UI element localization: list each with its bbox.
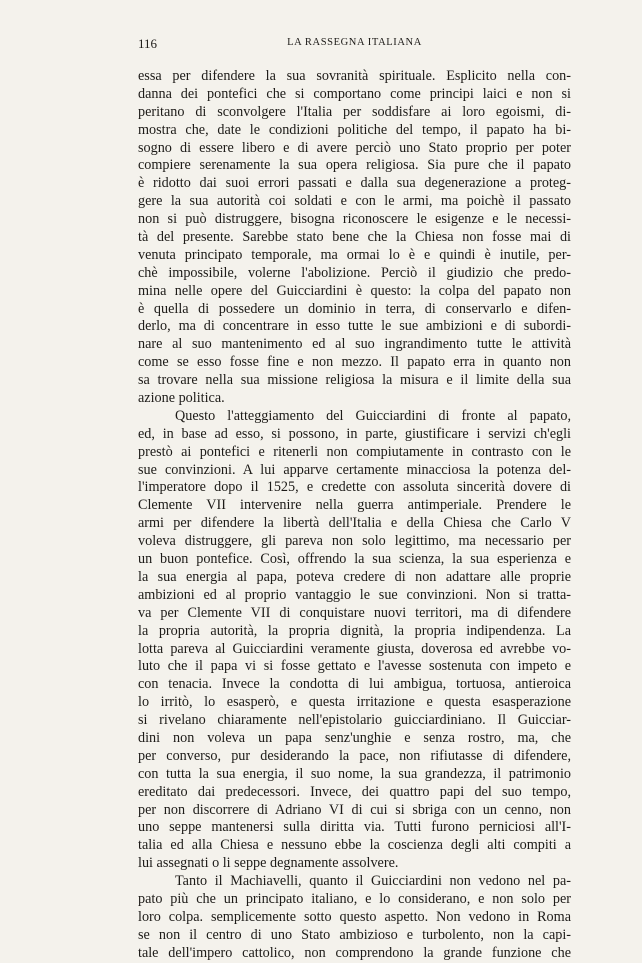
text-line: loro colpa. semplicemente sotto questo aspetto. Non vedono in Roma — [138, 908, 571, 925]
text-line: venuta principato temporale, ma ormai lo è e quindi è inutile, per- — [138, 246, 571, 263]
text-line: sa trovare nella sua missione religiosa la misura e il limite della sua — [138, 372, 571, 389]
text-line: con tenacia. Invece la condotta di lui ambigua, tortuosa, antieroica — [138, 676, 571, 693]
text-line: l'imperatore dopo il 1525, e credette con assoluta sincerità dovere di — [138, 479, 571, 496]
text-line: si rivelano chiaramente nell'epistolario guicciardiniano. Il Guicciar- — [138, 712, 571, 729]
text-line: lo irritò, lo esasperò, e questa irritazione e questa esasperazione — [138, 694, 571, 711]
text-line: va per Clemente VII di conquistare nuovi territori, ma di difendere — [138, 604, 571, 621]
text-line: lui assegnati o li seppe degnamente assolvere. — [138, 855, 399, 872]
text-line: ed, in base ad esso, si possono, in parte, giustificare i servizi ch'egli — [138, 425, 571, 442]
page-header — [138, 36, 571, 52]
page-number: 116 — [138, 36, 158, 51]
text-line: Tanto il Machiavelli, quanto il Guicciardini non vedono nel pa- — [175, 873, 571, 890]
text-line: Questo l'atteggiamento del Guicciardini di fronte al papato, — [175, 407, 571, 424]
text-line: essa per difendere la sua sovranità spirituale. Esplicito nella con- — [138, 68, 571, 84]
text-line: tale dell'impero cattolico, non comprendono la grande funzione che — [138, 944, 571, 961]
text-line: sogno di essere libero e di avere perciò uno Stato proprio per poter — [138, 139, 571, 156]
text-line: derlo, ma di concentrare in esso tutte le sue ambizioni e di subordi- — [138, 318, 571, 335]
text-line: se non il centro di uno Stato ambizioso e turbolento, non la capi- — [138, 926, 571, 943]
text-line: armi per difendere la libertà dell'Italia e della Chiesa che Carlo V — [138, 515, 571, 532]
text-line: per converso, pur desiderando la pace, non rifiutasse di difendere, — [138, 747, 571, 764]
running-title: LA RASSEGNA ITALIANA — [287, 37, 422, 48]
text-line: non si può distruggere, bisogna riconoscere le esigenze e le necessi- — [138, 211, 571, 228]
text-line: gere la sua autorità coi soldati e con le armi, ma poichè il passato — [138, 193, 571, 210]
text-line: voleva distruggere, gli pareva non solo legittimo, ma necessario per — [138, 533, 571, 550]
text-line: luto che il papa vi si fosse gettato e l'avesse sostenuta con impeto e — [138, 658, 571, 675]
text-line: danna dei pontefici che si comportano come principi laici e non si — [138, 85, 571, 102]
text-line: talia ed alla Chiesa e nessuno ebbe la coscienza degli alti compiti a — [138, 837, 571, 854]
text-line: mostra che, date le condizioni politiche del tempo, il papato ha bi- — [138, 121, 571, 138]
text-line: Clemente VII intervenire nella guerra antimperiale. Prendere le — [138, 497, 571, 514]
text-line: ambizioni ed al proprio vantaggio le sue convinzioni. Non si tratta- — [138, 586, 571, 603]
text-line: ereditato dai predecessori. Invece, dei quattro papi del suo tempo, — [138, 783, 571, 800]
text-line: prestò ai pontefici e ritenerli non compiutamente in contrasto con le — [138, 443, 571, 460]
text-line: un buon pontefice. Così, offrendo la sua scienza, la sua esperienza e — [138, 551, 571, 568]
text-line: è ridotto dai suoi errori passati e dalla sua degenerazione a proteg- — [138, 175, 571, 192]
text-line: uno seppe mantenersi sulla diritta via. Tutti furono perniciosi all'I- — [138, 819, 571, 836]
text-line: la sua energia al papa, poteva credere di non adattare alle proprie — [138, 568, 571, 585]
text-line: mina nelle opere del Guicciardini è questo: la colpa del papato non — [138, 282, 571, 299]
text-line: peritano di sconvolgere l'Italia per soddisfare ai loro egoismi, di- — [138, 103, 571, 120]
text-line: sue convinzioni. A lui apparve certamente minacciosa la potenza del- — [138, 461, 571, 478]
text-line: con tutta la sua energia, il suo nome, la sua grandezza, il patrimonio — [138, 765, 571, 782]
text-line: lotta pareva al Guicciardini veramente giusta, doverosa ed avrebbe vo- — [138, 640, 571, 657]
text-line: è quella di possedere un dominio in terra, di conservarlo e difen- — [138, 300, 571, 317]
text-line: dini non voleva un papa senz'unghie e senza rostro, ma, che — [138, 729, 571, 746]
text-line: per non discorrere di Adriano VI di cui si sbriga con un cenno, non — [138, 801, 571, 818]
text-line: chè impossibile, volerne l'abolizione. Perciò il giudizio che predo- — [138, 264, 571, 281]
text-line: nare al suo mantenimento ed al suo ingrandimento tutte le attività — [138, 336, 571, 353]
body-text — [138, 68, 571, 963]
text-line: pato più che un principato italiano, e lo considerano, e non solo per — [138, 890, 571, 907]
text-line: compiere serenamente la sua opera religiosa. Sia pure che il papato — [138, 157, 571, 174]
text-line: la propria autorità, la propria dignità, la propria indipendenza. La — [138, 622, 571, 639]
text-line: azione politica. — [138, 390, 225, 407]
text-line: come se esso fosse fine e non mezzo. Il papato erra in quanto non — [138, 354, 571, 371]
text-line: tà del presente. Sarebbe stato bene che la Chiesa non fosse mai di — [138, 229, 571, 246]
